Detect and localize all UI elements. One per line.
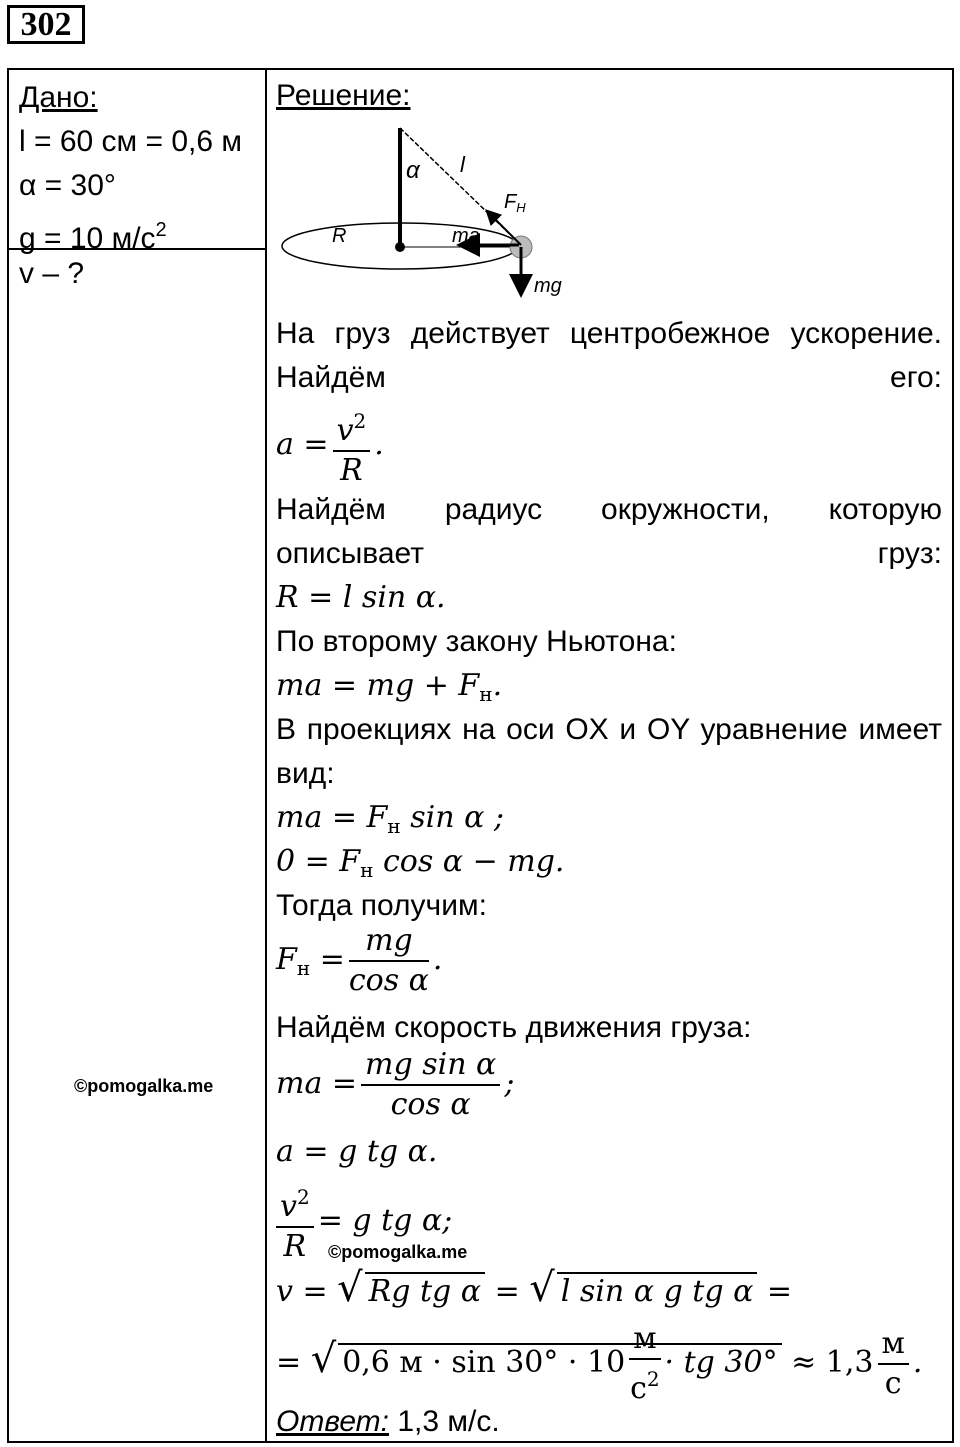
problem-number: 302 [7,5,85,44]
tension-arrow [488,212,521,245]
eq-ma: ma = $\frac{\text{mg sin α}}{\text{cos α}}$ ; [276,1047,515,1122]
eq-ox: ma = $F_н$ sin α ; [276,800,504,838]
text-radius: Найдём радиус окружности, которую описывает груз: [276,493,942,570]
eq-oy: $0 = F_н$ cos α − mg. [276,844,565,882]
given-header: Дано: [19,81,98,114]
given-gravity: g = 10 $м/с^2$ [19,219,167,255]
label-fn: $F_Н$ [504,191,526,215]
eq-tension: $F_н$ = $\frac{mg}{\text{cos α}}$ . [276,923,443,998]
given-block [19,76,242,261]
find-block: v – ? [19,257,85,290]
text-newton: По второму закону Ньютона: [276,625,677,658]
eq-newton: ma = mg + $F_н$. [276,668,503,706]
eq-radius: R = l sin α. [276,580,446,615]
solution-header: Решение: [276,79,411,112]
text-speed: Найдём скорость движения груза: [276,1011,752,1044]
label-l: l [460,152,465,177]
label-r: R [332,225,347,247]
label-ma: ma [452,225,480,247]
eq-v-value: = √ 0,6 м · sin 30° · 10 $\frac{м}{с^2}$ · tg 30° ≈ 1,3 $\frac{м}{с}$ . [276,1321,923,1406]
given-length: l = 60 см = 0,6 м [19,125,243,158]
answer-line [276,1400,942,1444]
eq-a-tg: a = g tg α. [276,1134,438,1169]
eq-acceleration: a = $\frac{v^2}{R}$ . [276,402,942,490]
given-angle: α = 30° [19,169,116,202]
text-then: Тогда получим: [276,889,487,922]
pendulum-diagram [276,120,596,310]
eq-v2-over-r: $\frac{v^2}{R}$ = g tg α; [276,1178,942,1266]
watermark-center: ©pomogalka.me [328,1242,468,1262]
label-mg: mg [534,275,562,297]
answer-value: 1,3 м/с. [397,1405,500,1438]
column-divider [265,70,267,1441]
text-centrifugal: На груз действует центробежное ускорение. Найдём его: [276,317,942,394]
eq-v-formula: v = √ Rg tg α = √ l sin α g tg α = [276,1265,793,1311]
answer-label: Ответ: [276,1405,389,1438]
label-alpha: α [406,157,420,184]
watermark-left: ©pomogalka.me [74,1076,214,1096]
text-projections: В проекциях на оси OX и OY уравнение имеет вид: [276,713,942,790]
